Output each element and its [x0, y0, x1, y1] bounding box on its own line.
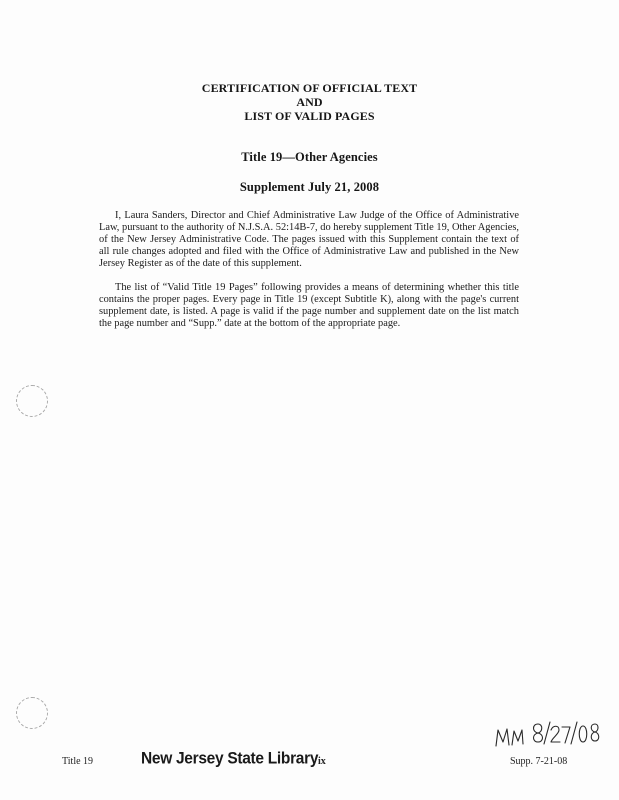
library-stamp: New Jersey State Library [141, 749, 319, 768]
valid-pages-paragraph-text: The list of “Valid Title 19 Pages” following provides a means of determining whether this title contains the proper pages. Every page in Title 19 (except Subtitle K), along with the page's current supplement date, is listed. A page is valid if the page number and supplement date on the list match the page number and “Supp.” date at the bottom of the appropriate page. [99, 282, 519, 329]
document-title: Title 19—Other Agencies [241, 150, 378, 164]
certification-paragraph-text: I, Laura Sanders, Director and Chief Administrative Law Judge of the Office of Administrative Law, pursuant to the authority of N.J.S.A. 52:14B-7, do hereby supplement Title 19, Other Agencies, of the New Jersey Administrative Code. The pages issued with this Supplement contain the text of all rule changes adopted and filed with the Office of Administrative Law and published in the New Jersey Register as of the date of this supplement. [99, 210, 519, 269]
supplement-date-heading: Supplement July 21, 2008 [239, 180, 380, 194]
heading-valid-pages: LIST OF VALID PAGES [244, 109, 375, 123]
footer-supplement-date: Supp. 7-21-08 [510, 756, 568, 767]
handwritten-initials-date [492, 712, 602, 752]
heading-and: AND [296, 95, 323, 109]
footer-title-number: Title 19 [62, 756, 94, 767]
punch-hole-bottom [16, 697, 48, 729]
certification-paragraph [99, 210, 519, 270]
footer-page-number: ix [318, 756, 326, 767]
punch-hole-top [16, 385, 48, 417]
heading-certification: CERTIFICATION OF OFFICIAL TEXT [201, 81, 418, 95]
valid-pages-paragraph [99, 282, 519, 330]
